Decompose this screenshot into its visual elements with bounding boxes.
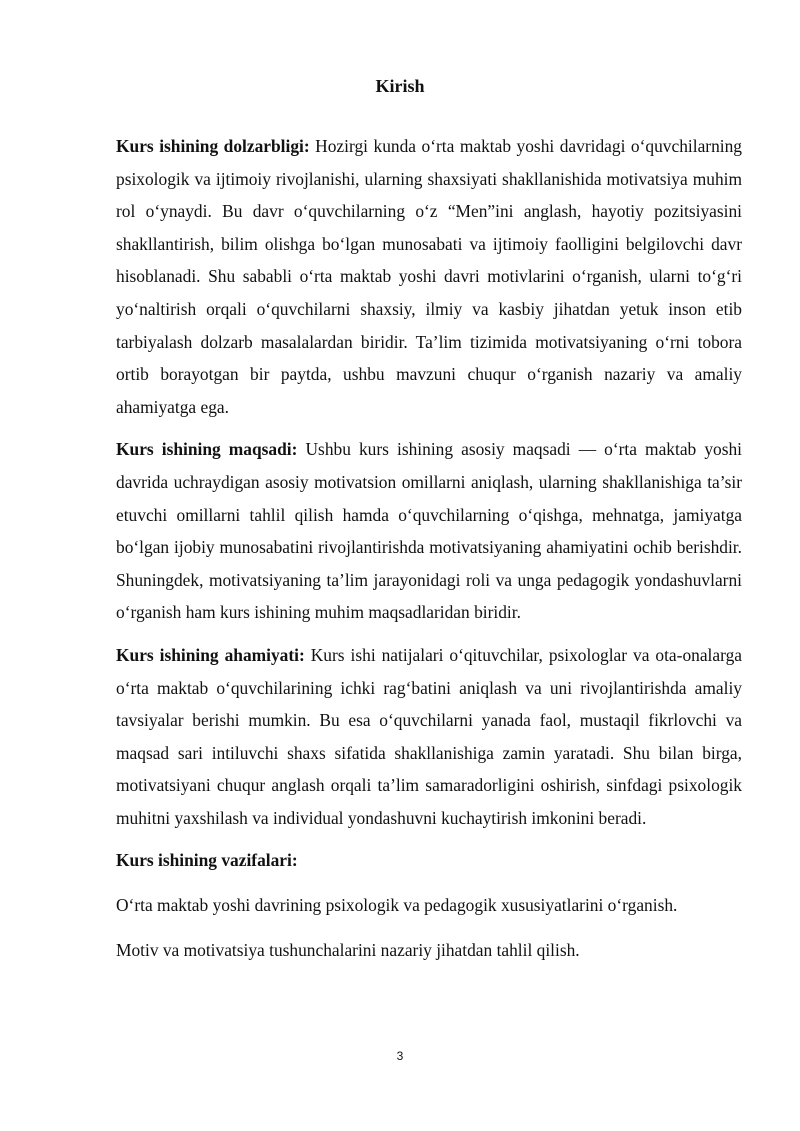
document-body <box>116 130 742 978</box>
goal-text: Ushbu kurs ishining asosiy maqsadi — o‘rta maktab yoshi davrida uchraydigan asosiy motivatsion omillarni aniqlash, ularning shakllanishiga ta’sir etuvchi omillarni tahlil qilish hamda o‘quvchilarning o‘qishga, mehnatga, jamiyatga bo‘lgan ijobiy munosabatini rivojlantirishda motivatsiyaning ahamiyatini ochib berishdir. Shuningdek, motivatsiyaning ta’lim jarayonidagi roli va unga pedagogik yondashuvlarni o‘rganish ham kurs ishining muhim maqsadlaridan biridir. <box>116 439 742 623</box>
page-number: 3 <box>396 1049 404 1063</box>
relevance-heading: Kurs ishining dolzarbligi: <box>116 136 310 156</box>
goal-heading: Kurs ishining maqsadi: <box>116 439 298 460</box>
task-item: Motiv va motivatsiya tushunchalarini nazariy jihatdan tahlil qilish. <box>116 939 580 960</box>
task-item: O‘rta maktab yoshi davrining psixologik va pedagogik xususiyatlarini o‘rganish. <box>116 895 678 916</box>
significance-text: Kurs ishi natijalari o‘qituvchilar, psixologlar va ota-onalarga o‘rta maktab o‘quvchilarining ichki rag‘batini aniqlash va uni rivojlantirishda amaliy tavsiyalar berishi mumkin. Bu esa o‘quvchilarni yanada faol, mustaqil fikrlovchi va maqsad sari intiluvchi shaxs sifatida shakllanishiga zamin yaratadi. Shu bilan birga, motivatsiyani chuqur anglash orqali ta’lim samaradorligini oshirish, sinfdagi psixologik muhitni yaxshilash va individual yondashuvni kuchaytirish imkonini beradi. <box>116 644 742 828</box>
tasks-heading-paragraph <box>116 844 742 877</box>
page-title: Kirish <box>375 76 425 96</box>
paragraph-goal <box>116 433 742 629</box>
relevance-text: Hozirgi kunda o‘rta maktab yoshi davridagi o‘quvchilarning psixologik va ijtimoiy rivojlanishi, ularning shaxsiyati shakllanishida motivatsiya muhim rol o‘ynaydi. Bu davr o‘quvchilarning o‘z “Men”ini anglash, hayotiy pozitsiyasini shakllantirish, bilim olishga bo‘lgan munosabati va ijtimoiy faolligini belgilovchi davr hisoblanadi. Shu sababli o‘rta maktab yoshi davri motivlarini o‘rganish, ularni to‘g‘ri yo‘naltirish orqali o‘quvchilarni shaxsiy, ilmiy va kasbiy jihatdan yetuk inson etib tarbiyalash dolzarb masalalardan biridir. Ta’lim tizimida motivatsiyaning o‘rni tobora ortib borayotgan bir paytda, ushbu mavzuni chuqur o‘rganish nazariy va amaliy ahamiyatga ega. <box>116 136 742 417</box>
paragraph-relevance <box>116 130 742 423</box>
paragraph-significance <box>116 639 742 835</box>
significance-heading: Kurs ishining ahamiyati: <box>116 644 305 665</box>
tasks-heading: Kurs ishining vazifalari: <box>116 850 298 871</box>
